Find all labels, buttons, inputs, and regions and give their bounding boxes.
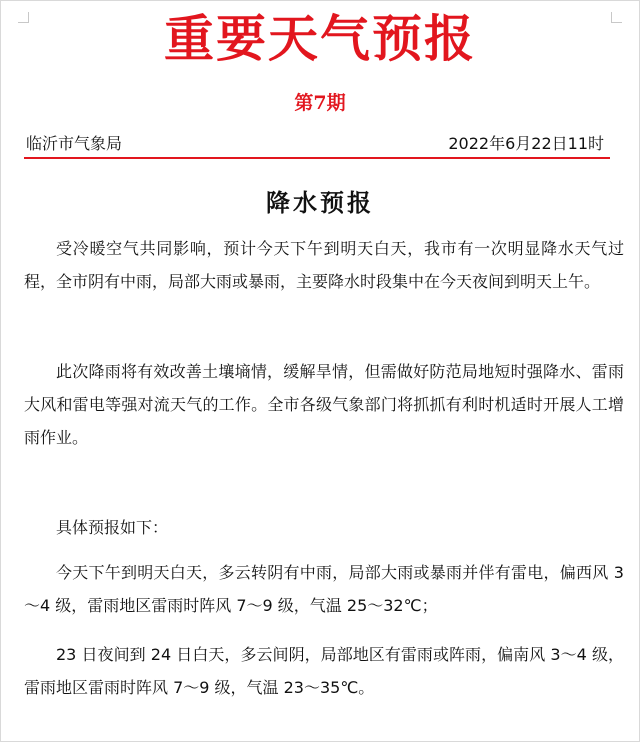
body-paragraph: 此次降雨将有效改善土壤墒情，缓解旱情，但需做好防范局地短时强降水、雷雨大风和雷电等强对流天气的工作。全市各级气象部门将抓抓有利时机适时开展人工增雨作业。 (24, 362, 624, 447)
issue-number: 第7期 (294, 92, 346, 114)
forecast-label: 具体预报如下： (56, 518, 169, 537)
header-divider (24, 157, 610, 159)
masthead-title: 重要天气预报 (164, 9, 476, 68)
forecast-item: 23 日夜间到 24 日白天，多云间阴，局部地区有雷雨或阵雨，偏南风 3～4 级，雷雨地区雷雨时阵风 7～9 级，气温 23～35℃。 (24, 645, 624, 697)
issuer-row (26, 132, 604, 156)
document-headline: 降水预报 (266, 189, 374, 217)
forecast-item: 今天下午到明天白天，多云转阴有中雨，局部大雨或暴雨并伴有雷电，偏西风 3～4 级，雷雨地区雷雨时阵风 7～9 级，气温 25～32℃； (24, 563, 624, 615)
body-paragraph: 受冷暖空气共同影响，预计今天下午到明天白天，我市有一次明显降水天气过程，全市阴有中雨，局部大雨或暴雨，主要降水时段集中在今天夜间到明天上午。 (24, 239, 624, 291)
issuer-name: 临沂市气象局 (26, 134, 123, 153)
issue-time: 2022年6月22日11时 (448, 134, 604, 153)
